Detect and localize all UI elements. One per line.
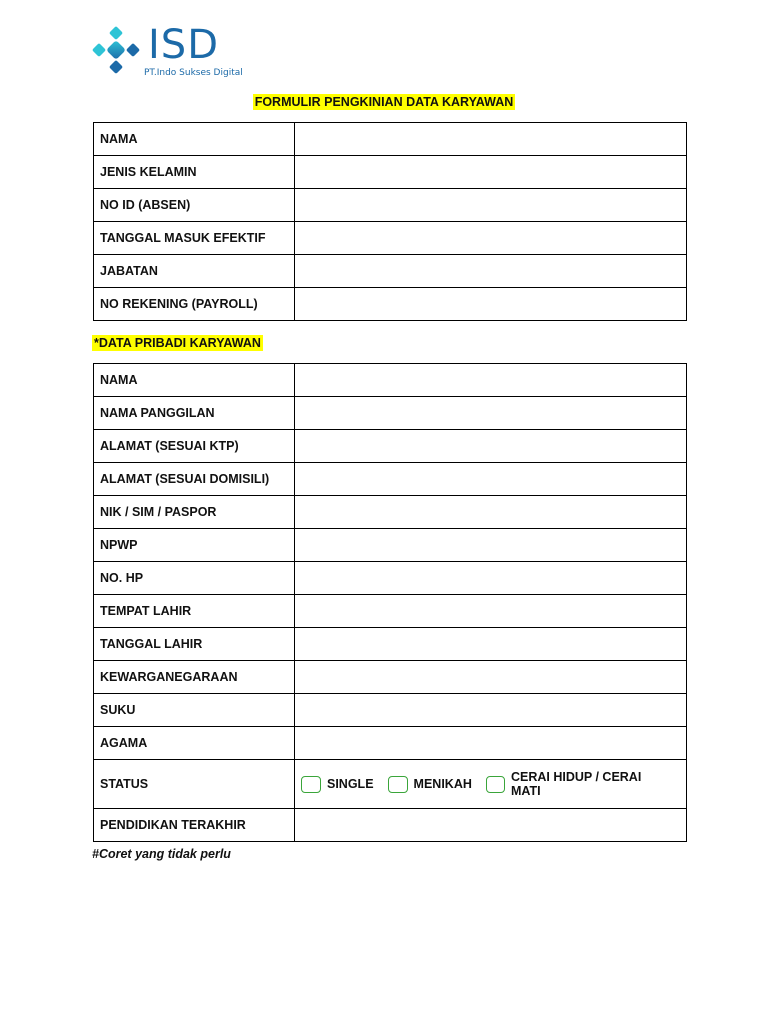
status-option-menikah[interactable]	[388, 776, 472, 793]
table-row	[94, 123, 687, 156]
field-label: KEWARGANEGARAAN	[94, 661, 295, 694]
field-input-nik-sim-paspor[interactable]	[295, 496, 687, 529]
table-row	[94, 222, 687, 255]
field-label: NPWP	[94, 529, 295, 562]
table-row	[94, 760, 687, 809]
field-label: NIK / SIM / PASPOR	[94, 496, 295, 529]
status-option-single[interactable]	[301, 776, 374, 793]
field-input-kewarganegaraan[interactable]	[295, 661, 687, 694]
company-logo	[92, 22, 252, 82]
status-option-cerai-hidup-cerai-mati[interactable]	[486, 770, 666, 798]
table-row	[94, 628, 687, 661]
field-label: NO REKENING (PAYROLL)	[94, 288, 295, 321]
field-label: NAMA	[94, 364, 295, 397]
table-row	[94, 463, 687, 496]
section-title-text: *DATA PRIBADI KARYAWAN	[94, 336, 261, 350]
checkbox[interactable]	[486, 776, 505, 793]
field-label: JENIS KELAMIN	[94, 156, 295, 189]
field-input-alamat-sesuai-domisili[interactable]	[295, 463, 687, 496]
field-input-no-rekening-payroll[interactable]	[295, 288, 687, 321]
field-label: STATUS	[94, 760, 295, 809]
status-option-label: SINGLE	[327, 777, 374, 791]
logo-wordmark: ISD	[148, 22, 219, 68]
table-row	[94, 288, 687, 321]
table-row	[94, 694, 687, 727]
table-row	[94, 189, 687, 222]
table-row	[94, 809, 687, 842]
status-option-label: MENIKAH	[413, 777, 472, 791]
field-input-tanggal-masuk-efektif[interactable]	[295, 222, 687, 255]
checkbox[interactable]	[301, 776, 321, 793]
table-row	[94, 562, 687, 595]
field-input-nama[interactable]	[295, 123, 687, 156]
field-label: TANGGAL MASUK EFEKTIF	[94, 222, 295, 255]
field-input-agama[interactable]	[295, 727, 687, 760]
field-input-suku[interactable]	[295, 694, 687, 727]
checkbox[interactable]	[388, 776, 408, 793]
employee-data-table	[93, 122, 687, 321]
field-label: NO. HP	[94, 562, 295, 595]
field-input-npwp[interactable]	[295, 529, 687, 562]
table-row	[94, 430, 687, 463]
field-input-nama[interactable]	[295, 364, 687, 397]
form-title	[0, 95, 768, 109]
field-label: TANGGAL LAHIR	[94, 628, 295, 661]
field-label: JABATAN	[94, 255, 295, 288]
table-row	[94, 397, 687, 430]
field-input-tempat-lahir[interactable]	[295, 595, 687, 628]
form-title-text: FORMULIR PENGKINIAN DATA KARYAWAN	[254, 95, 514, 109]
field-input-pendidikan-terakhir[interactable]	[295, 809, 687, 842]
footnote: #Coret yang tidak perlu	[92, 847, 231, 861]
field-input-no-id-absen[interactable]	[295, 189, 687, 222]
table-row	[94, 255, 687, 288]
field-input-jenis-kelamin[interactable]	[295, 156, 687, 189]
field-label: NO ID (ABSEN)	[94, 189, 295, 222]
field-label: ALAMAT (SESUAI DOMISILI)	[94, 463, 295, 496]
field-label: SUKU	[94, 694, 295, 727]
field-input-nama-panggilan[interactable]	[295, 397, 687, 430]
field-label: NAMA	[94, 123, 295, 156]
field-input-no-hp[interactable]	[295, 562, 687, 595]
isd-logo-icon	[92, 26, 144, 74]
section-title	[92, 336, 263, 350]
status-options	[295, 760, 687, 809]
field-input-jabatan[interactable]	[295, 255, 687, 288]
field-label: TEMPAT LAHIR	[94, 595, 295, 628]
field-input-alamat-sesuai-ktp[interactable]	[295, 430, 687, 463]
field-label: ALAMAT (SESUAI KTP)	[94, 430, 295, 463]
field-label: NAMA PANGGILAN	[94, 397, 295, 430]
table-row	[94, 364, 687, 397]
field-input-tanggal-lahir[interactable]	[295, 628, 687, 661]
table-row	[94, 727, 687, 760]
field-label: PENDIDIKAN TERAKHIR	[94, 809, 295, 842]
table-row	[94, 156, 687, 189]
logo-company-name: PT.Indo Sukses Digital	[144, 68, 243, 78]
table-row	[94, 496, 687, 529]
table-row	[94, 529, 687, 562]
personal-data-table	[93, 363, 687, 842]
table-row	[94, 595, 687, 628]
table-row	[94, 661, 687, 694]
field-label: AGAMA	[94, 727, 295, 760]
status-option-label: CERAI HIDUP / CERAI MATI	[510, 770, 642, 798]
